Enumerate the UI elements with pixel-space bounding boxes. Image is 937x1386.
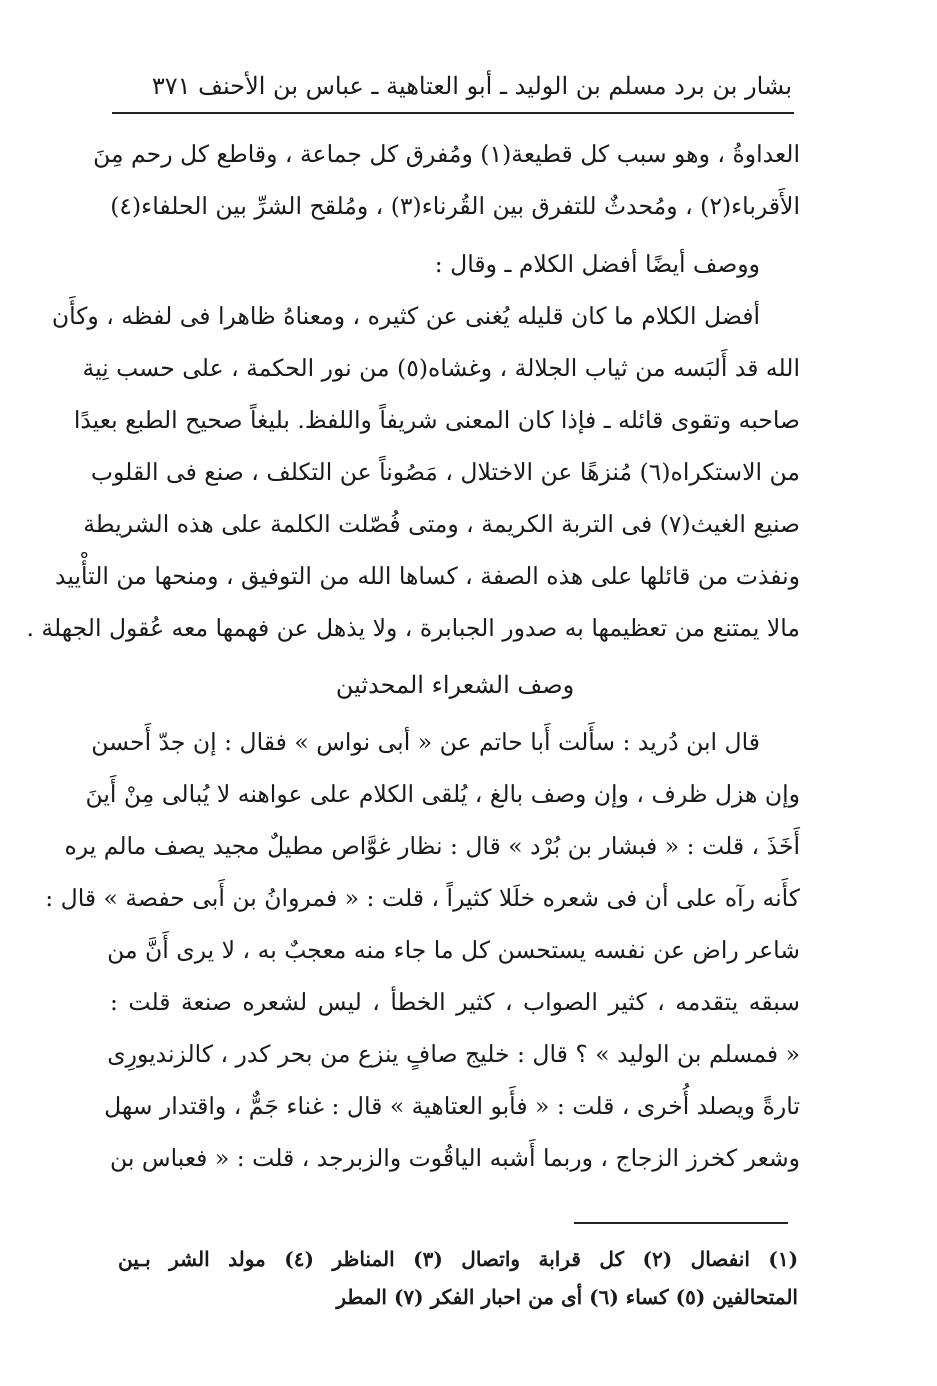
- text-line: مالا يمتنع من تعظيمها به صدور الجبابرة ، ولا يذهل عن فهمها معه عُقول الجهلة .: [26, 614, 800, 642]
- text-line: قال ابن دُريد : سأَلت أَبا حاتم عن « أبى نواس » فقال : إن جدّ أَحسن: [91, 728, 760, 756]
- running-head: بشار بن برد مسلم بن الوليد ـ أبو العتاهية ـ عباس بن الأحنف ٣٧١: [151, 72, 792, 100]
- text-line: وإن هزل ظرف ، وإن وصف بالغ ، يُلقى الكلام على عواهنه لا يُبالى مِنْ أَينَ: [85, 780, 800, 808]
- text-line: من الاستكراه(٦) مُنزهًا عن الاختلال ، مَصُوناً عن التكلف ، صنع فى القلوب: [90, 458, 800, 486]
- text-line: أفضل الكلام ما كان قليله يُغنى عن كثيره ، ومعناهُ ظاهرا فى لفظه ، وكأَن: [51, 302, 760, 330]
- text-line: وشعر كخرز الزجاج ، وربما أَشبه الياقُوت والزبرجد ، قلت : « فعباس بن: [110, 1144, 800, 1172]
- text-line: « فمسلم بن الوليد » ؟ قال : خليج صافٍ ينزع من بحر كدر ، كالزنديورِى: [107, 1040, 800, 1068]
- text-line: ووصف أيضًا أفضل الكلام ـ وقال :: [434, 250, 760, 278]
- text-line: كأَنه رآه على أن فى شعره خلَلا كثيراً ، قلت : « فمروانُ بن أَبى حفصة » قال :: [45, 884, 800, 912]
- footnotes: [118, 1240, 798, 1316]
- footnote-rule: [574, 1222, 788, 1224]
- text-line: الله قد أَلبَسه من ثياب الجلالة ، وغشاه(٥) من نور الحكمة ، على حسب نِية: [82, 354, 800, 382]
- text-line: تارةً ويصلد أُخرى ، قلت : « فأَبو العتاهية » قال : غناء جَمٌّ ، واقتدار سهل: [104, 1092, 800, 1120]
- text-line: أَخَذَ ، قلت : « فبشار بن بُرْد » قال : نظار غوَّاص مطيلٌ مجيد يصف مالم يره: [64, 832, 800, 860]
- header-rule: [112, 112, 794, 114]
- footnote-line: المتحالفين (٥) كساء (٦) أى من احبار الفكر (٧) المطر: [336, 1285, 798, 1309]
- text-line: صاحبه وتقوى قائله ـ فإذا كان المعنى شريفاً واللفظ. بليغاً صحيح الطبع بعيدًا: [73, 406, 800, 434]
- body-text: [26, 128, 800, 1184]
- text-line: سبقه يتقدمه ، كثير الصواب ، كثير الخطأ ، ليس لشعره صنعة قلت :: [110, 988, 800, 1016]
- text-line: العداوةُ ، وهو سبب كل قطيعة(١) ومُفرق كل جماعة ، وقاطع كل رحم مِنَ: [93, 140, 800, 168]
- section-title: وصف الشعراء المحدثين: [335, 671, 575, 699]
- text-line: ونفذت من قائلها على هذه الصفة ، كساها الله من التوفيق ، ومنحها من التأْييد: [55, 562, 800, 590]
- text-line: صنيع الغيث(٧) فى التربة الكريمة ، ومتى فُصّلت الكلمة على هذه الشريطة: [83, 510, 800, 538]
- text-line: الأَقرباء(٢) ، ومُحدثٌ للتفرق بين القُرناء(٣) ، ومُلقح الشرِّ بين الحلفاء(٤): [110, 192, 800, 220]
- footnote-line: (١) انفصال (٢) كل قرابة واتصال (٣) المناظر (٤) مولد الشر بـين: [118, 1247, 799, 1271]
- text-line: شاعر راض عن نفسه يستحسن كل ما جاء منه معجبٌ به ، لا يرى أَنَّ من: [107, 936, 800, 964]
